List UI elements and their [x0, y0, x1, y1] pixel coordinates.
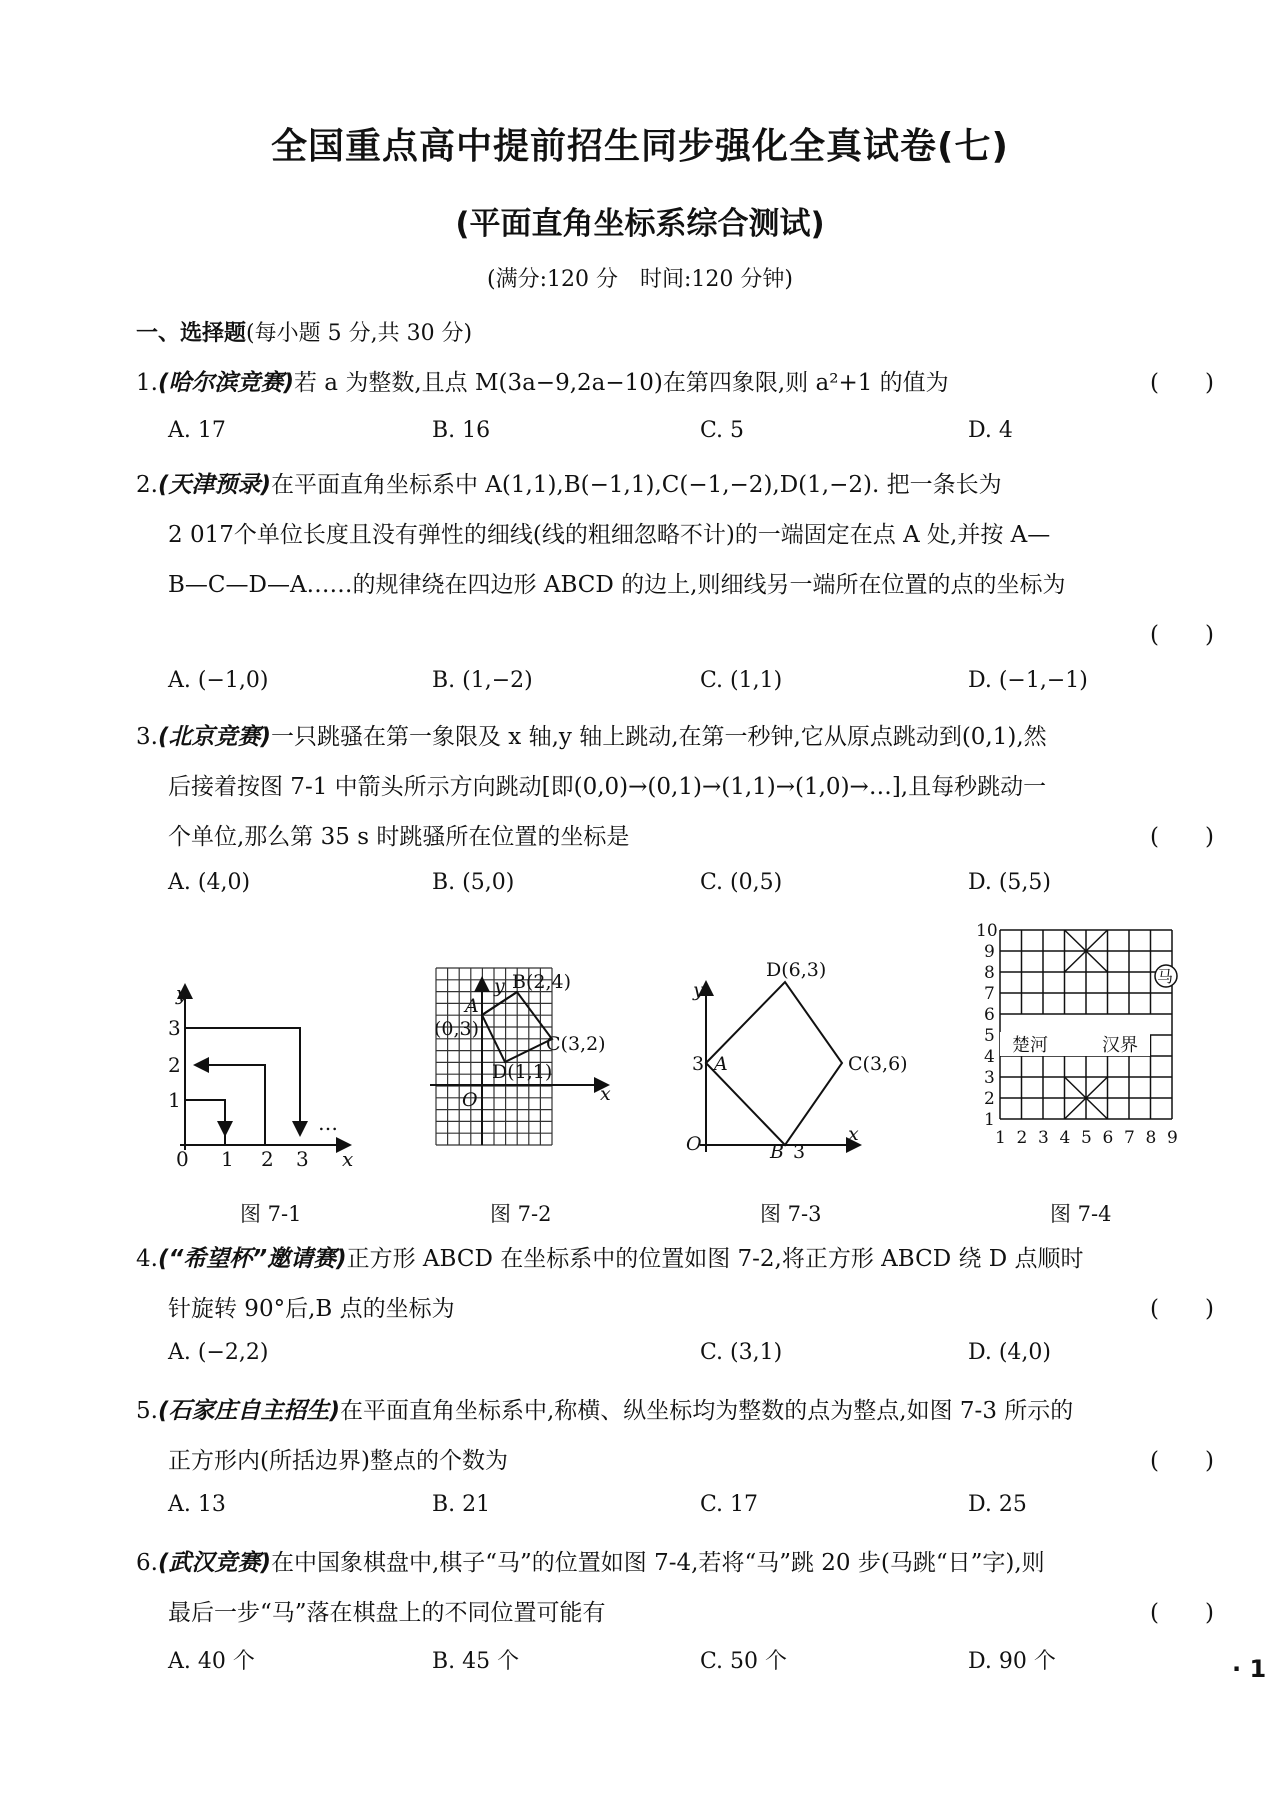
fig3-C: C(3,6): [848, 1053, 908, 1075]
fig1-origin: 0: [176, 1147, 189, 1171]
question-6-line-1: [136, 1544, 1045, 1577]
question-number: 2.: [136, 472, 158, 498]
question-text: 正方形 ABCD 在坐标系中的位置如图 7-2,将正方形 ABCD 绕 D 点顺时: [346, 1246, 1084, 1272]
fig1-ytick-1: 1: [168, 1088, 181, 1112]
q5-option-c: C. 17: [700, 1492, 759, 1517]
question-text: 若 a 为整数,且点 M(3a−9,2a−10)在第四象限,则 a²+1 的值为: [293, 370, 949, 396]
caption-7-1: 图 7-1: [240, 1202, 302, 1226]
q2-option-a: A. (−1,0): [168, 668, 269, 693]
question-number: 5.: [136, 1398, 158, 1424]
fig1-ytick-3: 3: [168, 1016, 181, 1040]
question-2-line-1: [136, 466, 1002, 499]
q3-option-b: B. (5,0): [432, 870, 515, 895]
question-3-line-3: 个单位,那么第 35 s 时跳骚所在位置的坐标是: [168, 824, 630, 850]
q4-option-a: A. (−2,2): [168, 1340, 269, 1365]
fig2-x-label: x: [600, 1083, 611, 1105]
question-3-line-2: 后接着按图 7-1 中箭头所示方向跳动[即(0,0)→(0,1)→(1,1)→(1,0)→…],且每秒跳动一: [168, 774, 1047, 800]
horse-label: 马: [1157, 967, 1174, 986]
fig3-B3: 3: [793, 1141, 806, 1163]
fig2-A: A: [465, 995, 479, 1017]
fig1-xtick-2: 2: [261, 1147, 274, 1171]
fig2-B: B(2,4): [512, 971, 572, 993]
section-label: 一、选择题: [136, 321, 247, 346]
question-number: 6.: [136, 1550, 158, 1576]
q4-option-c: C. (3,1): [700, 1340, 783, 1365]
q1-option-b: B. 16: [432, 418, 491, 443]
question-source: (哈尔滨竞赛): [157, 370, 294, 396]
fig2-y-label: y: [494, 975, 505, 997]
q6-option-a: A. 40 个: [168, 1649, 255, 1674]
q5-option-b: B. 21: [432, 1492, 491, 1517]
fig2-origin: O: [462, 1089, 478, 1111]
fig2-D: D(1,1): [492, 1061, 553, 1083]
fig1-dots: …: [318, 1111, 338, 1135]
board-row-label: 4: [984, 1047, 995, 1067]
page-subtitle: (平面直角坐标系综合测试): [455, 206, 825, 242]
board-col-label: 4: [1059, 1128, 1071, 1148]
board-row-label: 6: [984, 1005, 995, 1025]
board-row-label: 8: [984, 963, 995, 983]
board-col-label: 7: [1124, 1128, 1135, 1148]
q1-option-c: C. 5: [700, 418, 745, 443]
board-row-label: 7: [984, 984, 995, 1004]
fig1-ytick-2: 2: [168, 1053, 181, 1077]
answer-paren: ( ): [1150, 824, 1214, 850]
board-row-label: 5: [984, 1026, 995, 1046]
question-source: (武汉竞赛): [157, 1550, 271, 1576]
river-left: 楚河: [1012, 1035, 1048, 1056]
question-3-line-1: [136, 718, 1047, 751]
q1-option-d: D. 4: [968, 418, 1013, 443]
exam-meta: (满分:120 分 时间:120 分钟): [487, 267, 793, 292]
fig2-A-coord: (0,3): [434, 1018, 480, 1040]
question-number: 1.: [136, 370, 158, 396]
fig1-x-label: x: [342, 1147, 354, 1171]
question-text: 在中国象棋盘中,棋子“马”的位置如图 7-4,若将“马”跳 20 步(马跳“日”字),则: [270, 1550, 1045, 1576]
page-number: · 1: [1232, 1655, 1267, 1683]
answer-paren: ( ): [1150, 1600, 1214, 1626]
figures-row: [0, 920, 1280, 1190]
page-title: 全国重点高中提前招生同步强化全真试卷(七): [271, 126, 1009, 167]
path-step-1: [185, 1100, 225, 1135]
q6-option-b: B. 45 个: [432, 1649, 520, 1674]
question-text: 一只跳骚在第一象限及 x 轴,y 轴上跳动,在第一秒钟,它从原点跳动到(0,1),然: [270, 724, 1047, 750]
board-col-label: 5: [1081, 1128, 1092, 1148]
q2-option-b: B. (1,−2): [432, 668, 533, 693]
caption-7-4: 图 7-4: [1050, 1202, 1112, 1226]
question-2-line-3: B—C—D—A……的规律绕在四边形 ABCD 的边上,则细线另一端所在位置的点的坐标为: [168, 572, 1066, 598]
board-col-label: 1: [995, 1128, 1006, 1148]
question-source: (“希望杯”邀请赛): [157, 1246, 347, 1272]
fig3-A: A: [714, 1053, 728, 1075]
q4-option-d: D. (4,0): [968, 1340, 1051, 1365]
figure-7-2: [430, 968, 611, 1145]
question-source: (北京竞赛): [157, 724, 271, 750]
section-heading: [136, 316, 472, 347]
board-row-label: 10: [976, 921, 998, 941]
caption-7-2: 图 7-2: [490, 1202, 552, 1226]
question-number: 4.: [136, 1246, 158, 1272]
board-row-label: 9: [984, 942, 995, 962]
q3-option-c: C. (0,5): [700, 870, 783, 895]
board-col-label: 2: [1016, 1128, 1028, 1148]
fig1-xtick-3: 3: [296, 1147, 309, 1171]
question-1-line-1: [136, 364, 949, 397]
question-text: 在平面直角坐标系中,称横、纵坐标均为整数的点为整点,如图 7-3 所示的: [339, 1398, 1074, 1424]
question-5-line-2: 正方形内(所括边界)整点的个数为: [168, 1448, 508, 1474]
question-4-line-1: [136, 1240, 1084, 1273]
q6-option-d: D. 90 个: [968, 1649, 1056, 1674]
fig1-xtick-1: 1: [221, 1147, 234, 1171]
board-col-label: 8: [1145, 1128, 1157, 1148]
fig2-C: C(3,2): [546, 1033, 606, 1055]
q5-option-a: A. 13: [168, 1492, 226, 1517]
section-note: (每小题 5 分,共 30 分): [246, 321, 473, 346]
question-5-line-1: [136, 1392, 1073, 1425]
question-source: (天津预录): [157, 472, 271, 498]
q2-option-c: C. (1,1): [700, 668, 783, 693]
fig3-three: 3: [692, 1053, 705, 1075]
question-number: 3.: [136, 724, 158, 750]
board-row-label: 3: [984, 1068, 995, 1088]
fig3-origin: O: [686, 1133, 702, 1155]
fig3-D: D(6,3): [766, 959, 827, 981]
fig1-y-label: y: [176, 981, 188, 1005]
fig3-y-label: y: [693, 979, 704, 1001]
board-row-label: 1: [984, 1110, 995, 1130]
question-2-line-2: 2 017个单位长度且没有弹性的细线(线的粗细忽略不计)的一端固定在点 A 处,并按 A—: [168, 522, 1051, 548]
figure-7-4: [976, 921, 1178, 1148]
board-row-label: 2: [984, 1089, 995, 1109]
q5-option-d: D. 25: [968, 1492, 1027, 1517]
path-step-2: [195, 1065, 265, 1145]
caption-7-3: 图 7-3: [760, 1202, 822, 1226]
q2-option-d: D. (−1,−1): [968, 668, 1088, 693]
board-col-label: 9: [1167, 1128, 1178, 1148]
fig3-B: B: [770, 1141, 784, 1163]
question-4-line-2: 针旋转 90°后,B 点的坐标为: [168, 1296, 455, 1322]
q6-option-c: C. 50 个: [700, 1649, 788, 1674]
board-col-label: 3: [1038, 1128, 1049, 1148]
board-col-label: 6: [1102, 1128, 1114, 1148]
answer-paren: ( ): [1150, 622, 1214, 648]
q3-option-a: A. (4,0): [168, 870, 251, 895]
answer-paren: ( ): [1150, 1296, 1214, 1322]
fig3-x-label: x: [848, 1123, 859, 1145]
question-6-line-2: 最后一步“马”落在棋盘上的不同位置可能有: [168, 1600, 606, 1626]
answer-paren: ( ): [1150, 1448, 1214, 1474]
river-right: 汉界: [1102, 1035, 1138, 1056]
answer-paren: ( ): [1150, 370, 1214, 396]
path-step-3: [185, 1028, 300, 1135]
q1-option-a: A. 17: [168, 418, 226, 443]
q3-option-d: D. (5,5): [968, 870, 1051, 895]
question-source: (石家庄自主招生): [157, 1398, 340, 1424]
question-text: 在平面直角坐标系中 A(1,1),B(−1,1),C(−1,−2),D(1,−2). 把一条长为: [270, 472, 1002, 498]
